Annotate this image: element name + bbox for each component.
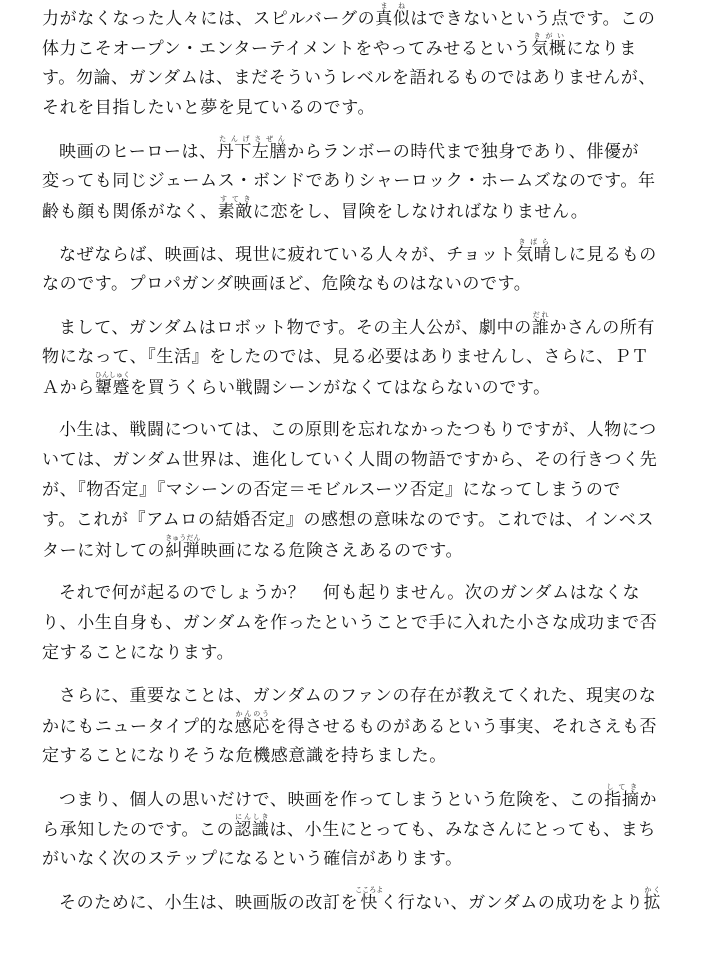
furigana-word: [643, 886, 662, 913]
paragraph: [42, 414, 678, 564]
furigana-word: [234, 813, 270, 840]
text-run: になりま: [566, 39, 637, 59]
text-run: なのです。プロパガンダ映画ほど、危険なものはないのです。: [42, 274, 532, 294]
text-run: からランボーの時代まで独身であり、俳優が: [287, 142, 640, 162]
text-run: 体力こそオープン・エンターテイメントをやってみせるという: [42, 39, 532, 59]
text-line: [42, 135, 678, 165]
furigana-reading: すてき: [217, 195, 253, 203]
furigana-word: [216, 135, 288, 162]
text-line: [42, 238, 678, 268]
text-run: り、小生自身も、ガンダムを作ったということで手に入れた小さな成功まで否: [42, 613, 658, 633]
text-run: 変っても同じジェームス・ボンドでありシャーロック・ホームズなのです。年: [42, 171, 656, 191]
text-line: [42, 92, 678, 122]
text-run: 力がなくなった人々には、スピルバーグの: [42, 9, 376, 29]
text-line: [42, 474, 678, 504]
text-line: [42, 710, 678, 740]
text-run: かにもニュータイプ的な: [42, 717, 235, 737]
text-line: [42, 371, 678, 401]
furigana-base: 顰蹙: [94, 378, 131, 398]
furigana-word: [94, 371, 131, 398]
text-run: まして、ガンダムはロボット物です。その主人公が、劇中の: [59, 318, 532, 338]
furigana-reading: にんしき: [234, 813, 270, 821]
text-run: かさんの所有: [549, 318, 656, 338]
furigana-base: 糾弾: [165, 541, 201, 561]
text-run: が、『物否定』『マシーンの否定＝モビルスーツ否定』になってしまうので: [42, 480, 622, 500]
text-line: [42, 607, 678, 637]
text-run: それで何が起るのでしょうか？ 何も起りません。次のガンダムはなくな: [59, 583, 641, 603]
furigana-word: [516, 238, 552, 265]
furigana-word: [531, 311, 550, 338]
furigana-base: 拡: [643, 893, 662, 913]
text-line: [42, 843, 678, 873]
furigana-reading: だれ: [531, 311, 550, 319]
furigana-base: 丹下左膳: [216, 142, 288, 162]
text-line: [42, 680, 678, 710]
text-line: [42, 311, 678, 341]
text-run: なぜならば、映画は、現世に疲れている人々が、チョット: [59, 245, 517, 265]
furigana-word: [355, 886, 384, 913]
text-run: 小生は、戦闘については、この原則を忘れなかったつもりですが、人物につ: [59, 420, 657, 440]
paragraph: [42, 311, 678, 401]
paragraph: [42, 238, 678, 298]
text-run: を買うくらい戦闘シーンがなくてはならないのです。: [130, 378, 551, 398]
text-run: つまり、個人の思いだけで、映画を作ってしまうという危険を、この: [59, 790, 605, 810]
text-body: [42, 2, 678, 916]
text-run: 物になって、『生活』をしたのでは、見る必要はありませんし、さらに、ＰＴ: [42, 347, 650, 367]
text-run: ら承知したのです。この: [42, 820, 235, 840]
furigana-base: 素敵: [217, 202, 253, 222]
text-run: く行ない、ガンダムの成功をより: [380, 893, 644, 913]
text-line: [42, 534, 678, 564]
text-run: 定することになります。: [42, 643, 235, 663]
text-line: [42, 886, 678, 916]
furigana-reading: きゅうだん: [165, 534, 201, 542]
furigana-reading: こころよ: [355, 886, 384, 894]
text-line: [42, 637, 678, 667]
text-run: はできないという点です。この: [410, 9, 656, 29]
furigana-word: [234, 710, 270, 737]
text-run: Ａから: [42, 378, 95, 398]
paragraph: [42, 783, 678, 873]
text-run: を得させるものがあるという事実、それさえも否: [269, 717, 658, 737]
furigana-base: 認識: [234, 820, 270, 840]
text-run: いては、ガンダム世界は、進化していく人間の物語ですから、その行きつく先: [42, 450, 658, 470]
text-line: [42, 341, 678, 371]
furigana-reading: まね: [375, 2, 411, 10]
furigana-reading: きがい: [531, 32, 567, 40]
furigana-reading: かんのう: [234, 710, 270, 718]
paragraph: [42, 2, 678, 122]
furigana-reading: してき: [604, 783, 640, 791]
furigana-reading: かく: [643, 886, 662, 894]
text-line: [42, 504, 678, 534]
furigana-base: 快: [355, 893, 384, 913]
furigana-reading: ひんしゅく: [94, 371, 131, 379]
text-run: す。勿論、ガンダムは、まだそういうレベルを語れるものではありませんが、: [42, 68, 656, 88]
furigana-word: [531, 32, 567, 59]
text-line: [42, 783, 678, 813]
text-run: は、小生にとっても、みなさんにとっても、まち: [269, 820, 656, 840]
text-run: に恋をし、冒険をしなければなりません。: [252, 202, 589, 222]
text-line: [42, 165, 678, 195]
text-line: [42, 195, 678, 225]
text-run: 映画になる危険さえあるのです。: [200, 541, 464, 561]
text-run: す。これが『アムロの結婚否定』の感想の意味なのです。これでは、インベス: [42, 510, 655, 530]
furigana-reading: たんげさぜん: [216, 135, 288, 143]
text-run: それを目指したいと夢を見ているのです。: [42, 98, 376, 118]
text-run: がいなく次のステップになるという確信があります。: [42, 849, 463, 869]
furigana-base: 気晴: [516, 245, 552, 265]
text-line: [42, 62, 678, 92]
furigana-word: [375, 2, 411, 29]
text-line: [42, 740, 678, 770]
text-run: 定することになりそうな危機感意識を持ちました。: [42, 746, 447, 766]
text-line: [42, 268, 678, 298]
paragraph: [42, 577, 678, 667]
furigana-reading: きばら: [516, 238, 552, 246]
text-run: 齢も顔も関係がなく、: [42, 202, 218, 222]
furigana-word: [165, 534, 201, 561]
text-run: そのために、小生は、映画版の改訂を: [59, 893, 359, 913]
text-run: か: [639, 790, 658, 810]
furigana-base: 真似: [375, 9, 411, 29]
paragraph: [42, 886, 678, 916]
text-line: [42, 813, 678, 843]
text-line: [42, 414, 678, 444]
text-line: [42, 577, 678, 607]
furigana-word: [604, 783, 640, 810]
paragraph: [42, 680, 678, 770]
text-line: [42, 2, 678, 32]
paragraph: [42, 135, 678, 225]
text-run: 映画のヒーローは、: [59, 142, 217, 162]
furigana-base: 誰: [531, 318, 550, 338]
text-run: さらに、重要なことは、ガンダムのファンの存在が教えてくれた、現実のな: [59, 686, 657, 706]
furigana-base: 感応: [234, 717, 270, 737]
text-line: [42, 32, 678, 62]
furigana-base: 指摘: [604, 790, 640, 810]
text-line: [42, 444, 678, 474]
furigana-base: 気概: [531, 39, 567, 59]
furigana-word: [217, 195, 253, 222]
text-run: ターに対しての: [42, 541, 166, 561]
text-run: しに見るもの: [551, 245, 657, 265]
